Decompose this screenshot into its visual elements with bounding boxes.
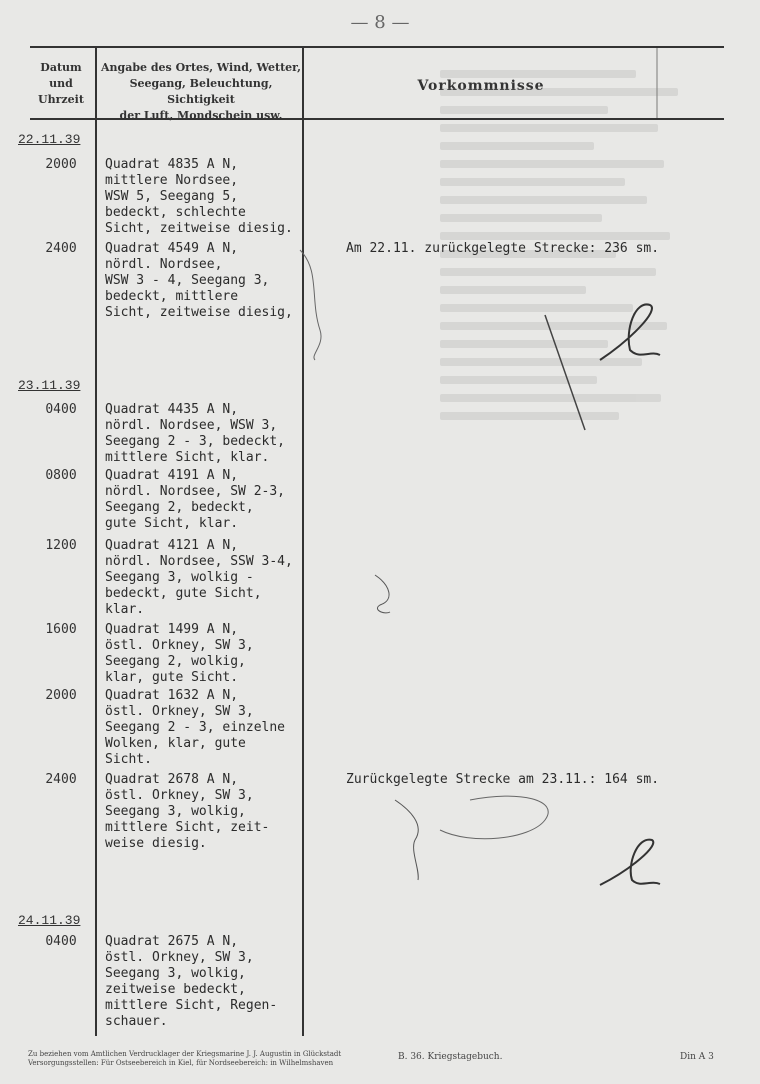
footer-paper-size: Din A 3 bbox=[680, 1052, 714, 1062]
entry-time: 0400 bbox=[45, 402, 77, 417]
pencil-scribble-2 bbox=[375, 575, 390, 613]
entry-time: 2000 bbox=[45, 157, 77, 172]
date-24-11-39: 24.11.39 bbox=[18, 913, 81, 928]
entry-weather: Quadrat 4435 A N, nördl. Nordsee, WSW 3, Seegang 2 - 3, bedeckt, mittlere Sicht, klar. bbox=[105, 402, 286, 465]
pencil-scribble-3 bbox=[395, 800, 418, 880]
entry-time: 2400 bbox=[45, 772, 77, 787]
entry-weather: Quadrat 4121 A N, nördl. Nordsee, SSW 3-4, Seegang 3, wolkig - bedeckt, gute Sicht, klar. bbox=[105, 538, 293, 617]
entry-weather: Quadrat 2678 A N, östl. Orkney, SW 3, Seegang 3, wolkig, mittlere Sicht, zeit- weise diesig. bbox=[105, 772, 270, 851]
footer-publisher: Zu beziehen vom Amtlichen Verdrucklager der Kriegsmarine J. J. Augustin in Glückstadt Versorgungsstellen: Für Ostseebereich in Kiel, für Nordseebereich: in Wilhelmshaven bbox=[28, 1050, 342, 1067]
entry-time: 2000 bbox=[45, 688, 77, 703]
pencil-scribble-4 bbox=[440, 796, 548, 839]
entry-weather: Quadrat 4549 A N, nördl. Nordsee, WSW 3 - 4, Seegang 3, bedeckt, mittlere Sicht, zeitweise diesig, bbox=[105, 241, 293, 320]
pencil-scribble-1 bbox=[300, 250, 321, 360]
entry-time: 1600 bbox=[45, 622, 77, 637]
entry-time: 0400 bbox=[45, 934, 77, 949]
event-distance-23-11: Zurückgelegte Strecke am 23.11.: 164 sm. bbox=[346, 772, 660, 787]
initials-mark-1 bbox=[600, 304, 660, 360]
initials-mark-2 bbox=[600, 840, 660, 885]
event-distance-22-11: Am 22.11. zurückgelegte Strecke: 236 sm. bbox=[346, 241, 660, 256]
pencil-stroke-1 bbox=[545, 315, 585, 430]
header-date-column: Datum und Uhrzeit bbox=[38, 61, 84, 106]
date-22-11-39: 22.11.39 bbox=[18, 132, 81, 147]
entry-time: 1200 bbox=[45, 538, 77, 553]
header-events-column: Vorkommnisse bbox=[417, 78, 545, 94]
entry-time: 0800 bbox=[45, 468, 77, 483]
footer-form-id: B. 36. Kriegstagebuch. bbox=[398, 1052, 503, 1062]
entry-weather: Quadrat 2675 A N, östl. Orkney, SW 3, Seegang 3, wolkig, zeitweise bedeckt, mittlere Sicht, Regen- schauer. bbox=[105, 934, 278, 1029]
entry-weather: Quadrat 1632 A N, östl. Orkney, SW 3, Seegang 2 - 3, einzelne Wolken, klar, gute Sicht. bbox=[105, 688, 286, 767]
entry-weather: Quadrat 1499 A N, östl. Orkney, SW 3, Seegang 2, wolkig, klar, gute Sicht. bbox=[105, 622, 254, 685]
entry-weather: Quadrat 4835 A N, mittlere Nordsee, WSW 5, Seegang 5, bedeckt, schlechte Sicht, zeitweise diesig. bbox=[105, 157, 293, 236]
page-number: — 8 — bbox=[350, 12, 410, 33]
entry-weather: Quadrat 4191 A N, nördl. Nordsee, SW 2-3, Seegang 2, bedeckt, gute Sicht, klar. bbox=[105, 468, 286, 531]
date-23-11-39: 23.11.39 bbox=[18, 378, 81, 393]
header-place-column: Angabe des Ortes, Wind, Wetter, Seegang, Beleuchtung, Sichtigkeit der Luft, Mondschein usw. bbox=[100, 61, 302, 122]
entry-time: 2400 bbox=[45, 241, 77, 256]
